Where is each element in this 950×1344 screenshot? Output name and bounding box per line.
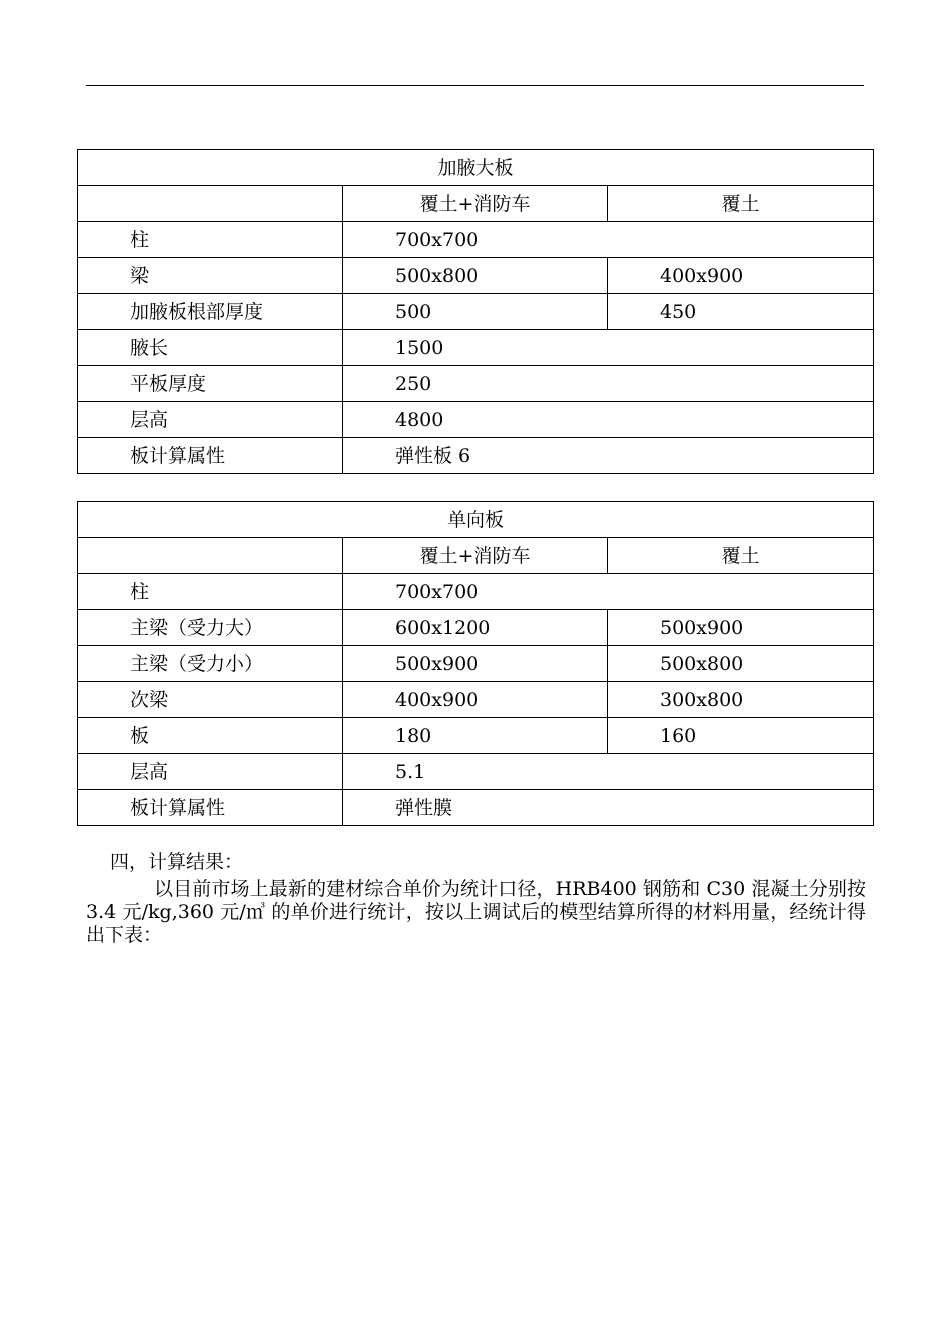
column-header-soil: 覆土 [608, 538, 874, 574]
row-label: 层高 [78, 754, 343, 790]
table-row [78, 682, 874, 718]
row-label: 腋长 [78, 330, 343, 366]
row-value: 700x700 [343, 222, 874, 258]
column-header-soil-fire-truck: 覆土+消防车 [343, 186, 608, 222]
row-label: 主梁（受力小） [78, 646, 343, 682]
row-value: 1500 [343, 330, 874, 366]
table-row [78, 438, 874, 474]
row-label: 柱 [78, 574, 343, 610]
row-label: 板计算属性 [78, 790, 343, 826]
table-row [78, 646, 874, 682]
row-value: 弹性板 6 [343, 438, 874, 474]
section-heading: 四，计算结果： [110, 851, 244, 873]
one-way-slab-table [77, 501, 874, 826]
table-row [78, 610, 874, 646]
row-value: 4800 [343, 402, 874, 438]
table-row [78, 574, 874, 610]
table-row [78, 402, 874, 438]
row-label: 次梁 [78, 682, 343, 718]
row-value: 450 [608, 294, 874, 330]
row-value: 400x900 [608, 258, 874, 294]
row-value: 5.1 [343, 754, 874, 790]
row-label: 柱 [78, 222, 343, 258]
row-value: 160 [608, 718, 874, 754]
row-value: 500x800 [343, 258, 608, 294]
row-value: 500 [343, 294, 608, 330]
row-label: 主梁（受力大） [78, 610, 343, 646]
header-rule [86, 85, 864, 86]
row-value: 250 [343, 366, 874, 402]
row-label: 板 [78, 718, 343, 754]
row-value: 弹性膜 [343, 790, 874, 826]
table-title: 单向板 [78, 502, 874, 538]
row-value: 500x800 [608, 646, 874, 682]
row-label: 平板厚度 [78, 366, 343, 402]
row-value: 500x900 [608, 610, 874, 646]
body-paragraph: 以目前市场上最新的建材综合单价为统计口径，HRB400 钢筋和 C30 混凝土分别按 3.4 元/kg,360 元/㎥ 的单价进行统计，按以上调试后的模型结算所得的材料用量，经统计得出下表： [86, 878, 866, 946]
row-label: 板计算属性 [78, 438, 343, 474]
row-value: 300x800 [608, 682, 874, 718]
table-row [78, 258, 874, 294]
column-header-soil-fire-truck: 覆土+消防车 [343, 538, 608, 574]
row-label: 层高 [78, 402, 343, 438]
column-header-soil: 覆土 [608, 186, 874, 222]
row-label: 梁 [78, 258, 343, 294]
row-value: 400x900 [343, 682, 608, 718]
table-title-row [78, 502, 874, 538]
table-row [78, 222, 874, 258]
row-value: 180 [343, 718, 608, 754]
row-label: 加腋板根部厚度 [78, 294, 343, 330]
table-title: 加腋大板 [78, 150, 874, 186]
table-row [78, 294, 874, 330]
row-value: 600x1200 [343, 610, 608, 646]
table-header-row [78, 186, 874, 222]
column-header-empty [78, 186, 343, 222]
table-row [78, 790, 874, 826]
table-row [78, 718, 874, 754]
table-title-row [78, 150, 874, 186]
table-row [78, 330, 874, 366]
table-row [78, 754, 874, 790]
row-value: 700x700 [343, 574, 874, 610]
row-value: 500x900 [343, 646, 608, 682]
haunched-slab-table [77, 149, 874, 474]
table-header-row [78, 538, 874, 574]
column-header-empty [78, 538, 343, 574]
table-row [78, 366, 874, 402]
